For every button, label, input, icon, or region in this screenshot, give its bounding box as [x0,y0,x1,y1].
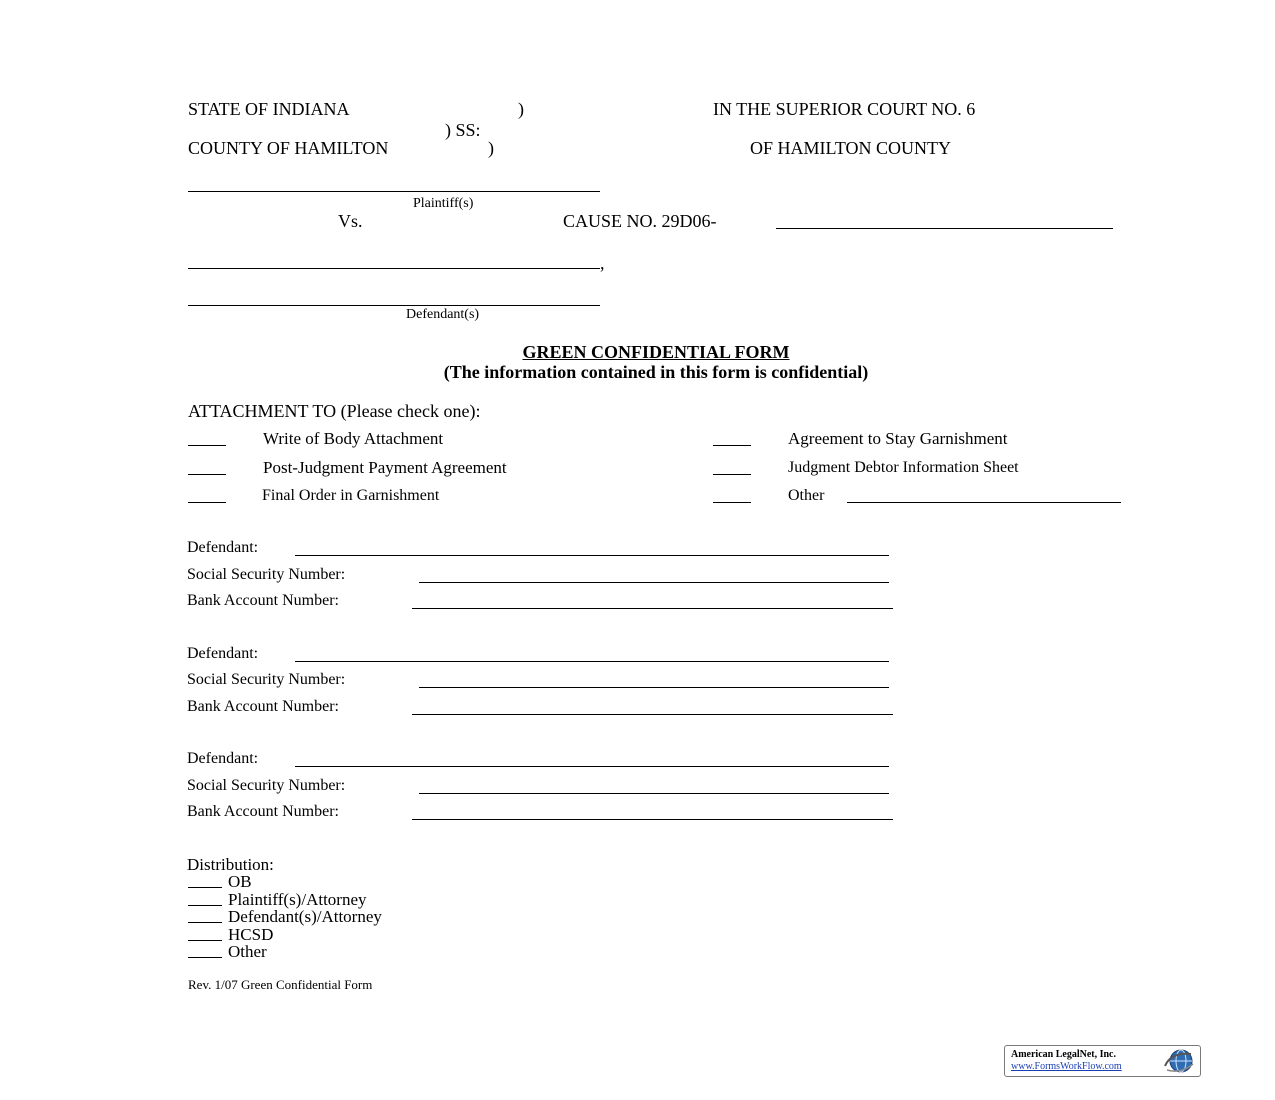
form-subtitle: (The information contained in this form is confidential) [443,362,869,382]
distribution-other-label: Other [228,942,267,961]
paren-3: ) [488,138,494,158]
bank-1-line[interactable] [412,608,893,609]
defendant-label: Defendant(s) [406,307,480,322]
distribution-hcsd-check[interactable] [188,940,222,941]
option-judgment-debtor-information-sheet: Judgment Debtor Information Sheet [788,459,1019,476]
logo-company-name: American LegalNet, Inc. [1011,1049,1116,1060]
plaintiff-name-line[interactable] [188,191,600,192]
bank-1-row [187,593,897,613]
ssn-2-label: Social Security Number: [187,671,346,688]
logo-url-link[interactable]: www.FormsWorkFlow.com [1011,1061,1122,1072]
defendant-2-line[interactable] [295,661,889,662]
globe-icon [1161,1048,1197,1074]
bank-2-line[interactable] [412,714,893,715]
bank-2-label: Bank Account Number: [187,698,339,715]
checkbox-final-order-in-garnishment[interactable] [188,502,226,503]
distribution-plaintiff-attorney-label: Plaintiff(s)/Attorney [228,890,367,909]
distribution-ob-label: OB [228,872,252,891]
cause-no-line[interactable] [776,228,1113,229]
ssn-1-row [187,567,897,587]
ssn-3-label: Social Security Number: [187,777,346,794]
paren-1: ) [518,99,524,119]
bank-3-line[interactable] [412,819,893,820]
defendant-1-row [187,540,897,560]
ssn-3-row [187,778,897,798]
checkbox-other[interactable] [713,502,751,503]
defendant-2-label: Defendant: [187,645,259,662]
bank-3-row [187,804,897,824]
defendant-3-line[interactable] [295,766,889,767]
court-line-2: OF HAMILTON COUNTY [750,138,952,158]
court-line-1: IN THE SUPERIOR COURT NO. 6 [713,99,976,119]
distribution-hcsd-label: HCSD [228,925,274,944]
defendant-comma: , [600,253,605,273]
distribution-ob-check[interactable] [188,887,222,888]
option-other: Other [788,487,825,504]
distribution-other-check[interactable] [188,957,222,958]
attachment-heading: ATTACHMENT TO (Please check one): [188,401,481,421]
defendant-name-line-2[interactable] [188,305,600,306]
bank-2-row [187,699,897,719]
county-label: COUNTY OF HAMILTON [188,138,389,158]
defendant-2-row [187,646,897,666]
ssn-1-label: Social Security Number: [187,566,346,583]
distribution-item-ob[interactable] [187,873,487,891]
option-agreement-to-stay-garnishment: Agreement to Stay Garnishment [788,429,1008,448]
defendant-3-label: Defendant: [187,750,259,767]
ss-label: ) SS: [445,120,481,140]
ssn-1-line[interactable] [419,582,889,583]
option-write-of-body-attachment: Write of Body Attachment [263,429,444,448]
distribution-item-defendant-attorney[interactable] [187,908,487,926]
checkbox-judgment-debtor-information-sheet[interactable] [713,474,751,475]
ssn-3-line[interactable] [419,793,889,794]
bank-1-label: Bank Account Number: [187,592,339,609]
ssn-2-line[interactable] [419,687,889,688]
checkbox-agreement-to-stay-garnishment[interactable] [713,445,751,446]
distribution-item-other[interactable] [187,943,487,961]
bank-3-label: Bank Account Number: [187,803,339,820]
option-final-order-in-garnishment: Final Order in Garnishment [262,487,440,504]
defendant-1-line[interactable] [295,555,889,556]
american-legalnet-logo[interactable] [1004,1045,1201,1077]
distribution-plaintiff-attorney-check[interactable] [188,905,222,906]
distribution-heading: Distribution: [187,855,274,874]
defendant-name-line-1[interactable] [188,268,600,269]
defendant-1-label: Defendant: [187,539,259,556]
other-specify-line[interactable] [847,502,1121,503]
ssn-2-row [187,672,897,692]
distribution-defendant-attorney-label: Defendant(s)/Attorney [228,907,382,926]
checkbox-write-of-body-attachment[interactable] [188,445,226,446]
defendant-3-row [187,751,897,771]
checkbox-post-judgment-payment-agreement[interactable] [188,474,226,475]
vs-label: Vs. [338,211,363,231]
revision-note: Rev. 1/07 Green Confidential Form [188,977,373,992]
plaintiff-label: Plaintiff(s) [413,196,474,211]
distribution-defendant-attorney-check[interactable] [188,922,222,923]
cause-no-label: CAUSE NO. 29D06- [563,211,717,231]
state-label: STATE OF INDIANA [188,99,350,119]
option-post-judgment-payment-agreement: Post-Judgment Payment Agreement [263,458,507,477]
form-title: GREEN CONFIDENTIAL FORM [522,342,790,362]
